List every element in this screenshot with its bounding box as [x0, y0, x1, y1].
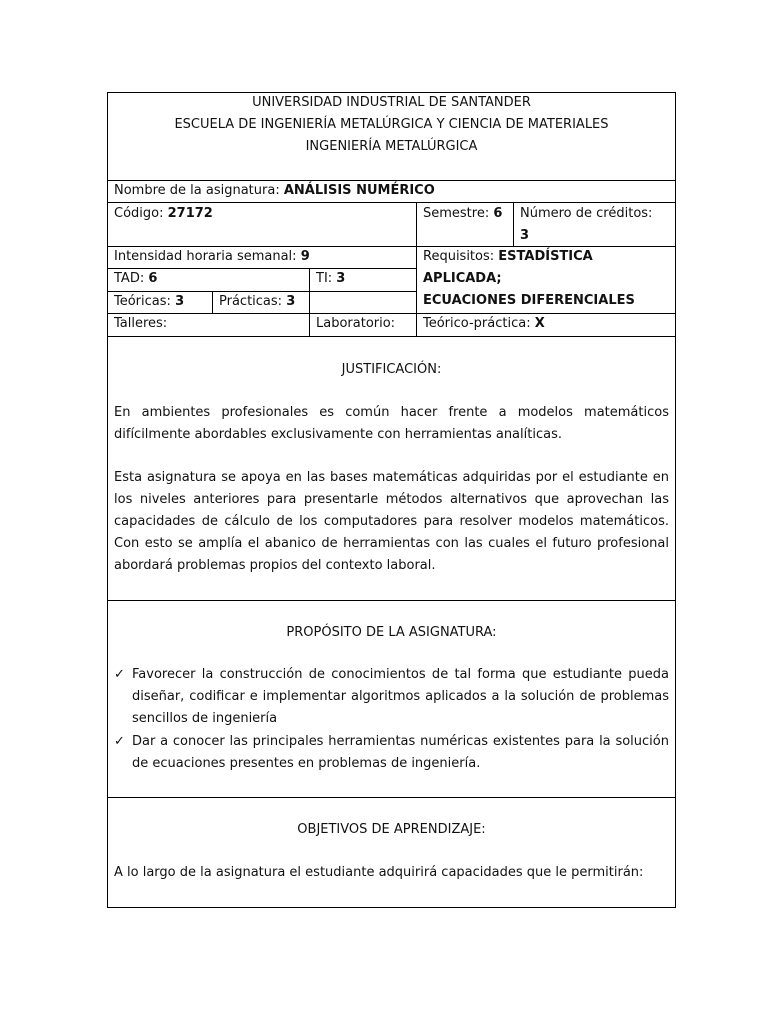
justification-p2-line5: abordará problemas propios del contexto laboral.	[114, 558, 436, 573]
justification-p1-line1: En ambientes profesionales es común hacer frente a modelos matemáticos	[114, 405, 669, 420]
requirements	[416, 246, 676, 312]
purpose-item-1	[114, 664, 669, 730]
program-name: INGENIERÍA METALÚRGICA	[305, 139, 478, 154]
code-label: Código:	[114, 206, 164, 221]
ti	[309, 268, 352, 290]
justification-p2-line1: Esta asignatura se apoya en las bases matemáticas adquiridas por el estudiante en	[114, 470, 669, 485]
course-code	[107, 203, 220, 225]
workshops	[107, 313, 174, 335]
ti-value: 3	[336, 271, 346, 286]
theory-hours	[107, 291, 191, 313]
course-name-row	[107, 180, 442, 202]
justification-title: JUSTIFICACIÓN:	[341, 362, 442, 377]
semester-value: 6	[493, 206, 503, 221]
purpose-title: PROPÓSITO DE LA ASIGNATURA:	[286, 625, 497, 640]
justification-p2-line2: los niveles anteriores para presentarle métodos alternativos que aprovechan las	[114, 492, 669, 507]
purpose-item-1-line2: diseñar, codificar e implementar algoritmos aplicados a la solución de problemas	[132, 689, 669, 704]
university-name: UNIVERSIDAD INDUSTRIAL DE SANTANDER	[252, 95, 531, 110]
course-name-label: Nombre de la asignatura:	[114, 183, 280, 198]
theoretical-practical	[416, 313, 552, 335]
checkmark-icon: ✓	[114, 734, 125, 749]
objectives-title: OBJETIVOS DE APRENDIZAJE:	[297, 822, 486, 837]
tad	[107, 268, 164, 290]
tad-value: 6	[148, 271, 158, 286]
tad-label: TAD:	[114, 271, 145, 286]
laboratory	[309, 313, 402, 335]
purpose-item-2	[114, 731, 669, 775]
practice-value: 3	[286, 294, 296, 309]
requirement-2: ECUACIONES DIFERENCIALES	[423, 293, 635, 308]
course-name-value: ANÁLISIS NUMÉRICO	[283, 183, 435, 198]
justification-p1-line2: difícilmente abordables exclusivamente con herramientas analíticas.	[114, 427, 562, 442]
purpose-item-1-line3: sencillos de ingeniería	[132, 711, 278, 726]
hours-label: Intensidad horaria semanal:	[114, 249, 297, 264]
semester-label: Semestre:	[423, 206, 490, 221]
checkmark-icon: ✓	[114, 667, 125, 682]
tp-value: X	[534, 316, 545, 331]
credits-label: Número de créditos:	[520, 206, 653, 221]
workshops-label: Talleres:	[114, 316, 168, 331]
hours-value: 9	[300, 249, 310, 264]
theory-value: 3	[175, 294, 185, 309]
practice-hours	[212, 291, 302, 313]
practice-label: Prácticas:	[219, 294, 283, 309]
credits-value: 3	[520, 228, 530, 243]
justification-p2-line4: Con esto se amplía el abanico de herramientas con las cuales el futuro profesional	[114, 536, 669, 551]
lab-label: Laboratorio:	[316, 316, 396, 331]
school-name: ESCUELA DE INGENIERÍA METALÚRGICA Y CIENCIA DE MATERIALES	[174, 117, 609, 132]
purpose-item-1-line1: Favorecer la construcción de conocimientos de tal forma que estudiante pueda	[132, 667, 669, 682]
objectives-intro: A lo largo de la asignatura el estudiante adquirirá capacidades que le permitirán:	[114, 865, 644, 880]
code-value: 27172	[167, 206, 213, 221]
credits	[513, 203, 675, 247]
justification-p2-line3: capacidades de cálculo de los computadores para resolver modelos matemáticos.	[114, 514, 669, 529]
theory-label: Teóricas:	[114, 294, 171, 309]
purpose-item-2-line2: de ecuaciones presentes en problemas de ingeniería.	[132, 756, 481, 771]
ti-label: TI:	[316, 271, 333, 286]
requirements-label: Requisitos:	[423, 249, 495, 264]
semester	[416, 203, 509, 225]
requirement-1: ESTADÍSTICA APLICADA;	[423, 249, 593, 286]
tp-label: Teórico-práctica:	[423, 316, 531, 331]
weekly-hours	[107, 246, 317, 268]
purpose-item-2-line1: Dar a conocer las principales herramientas numéricas existentes para la solución	[132, 734, 669, 749]
